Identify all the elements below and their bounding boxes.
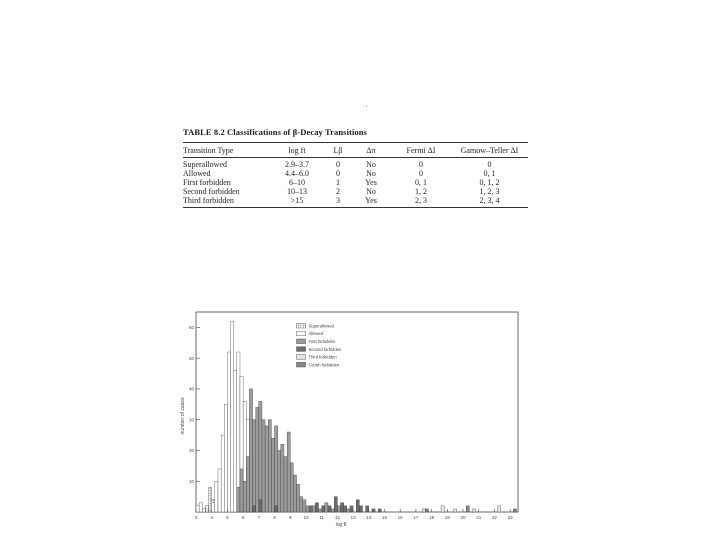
log-ft-histogram [178,308,522,530]
legend-label: Third forbidden [308,354,337,360]
x-tick-label: 5 [226,515,229,520]
histogram-bar [259,401,262,512]
histogram-bar [344,506,347,512]
histogram-bar [227,352,230,512]
table-cell: 0 [336,160,340,169]
histogram-bar [231,321,234,512]
histogram-bar [209,487,212,512]
x-tick-label: 4 [210,515,213,520]
header-cell: Δπ [366,146,376,155]
histogram-bar [334,497,337,512]
histogram-bar [297,484,300,512]
histogram-bar [366,506,369,512]
legend-swatch [297,347,306,352]
table-cell: No [366,187,376,196]
legend-label: Superallowed [308,323,334,329]
classification-table [183,127,528,208]
x-tick-label: 22 [491,515,497,520]
y-tick-label: 30 [188,417,194,423]
y-tick-label: 40 [188,386,194,392]
histogram-bar [221,435,224,512]
histogram-bar [281,444,284,512]
y-tick-label: 60 [188,324,194,330]
table-cell: 3 [336,196,340,205]
table-cell: 10–13 [287,187,307,196]
y-tick-label: 50 [188,355,194,361]
histogram-bar [253,506,256,512]
x-tick-label: 23 [507,515,513,520]
table-row [183,196,528,205]
histogram-bar [325,503,328,512]
histogram-bar [359,506,362,512]
histogram-bar [422,509,425,512]
header-cell: Fermi ΔI [406,146,436,155]
histogram-bar [246,457,249,512]
legend-label: Fourth forbidden [308,362,340,368]
x-tick-label: 3 [194,515,198,520]
x-tick-label: 8 [273,515,276,520]
histogram-bar [284,457,287,512]
table-cell: Superallowed [183,160,227,169]
histogram-bar [454,509,457,512]
table-cell: 4.4–6.0 [285,169,309,178]
table-cell: Allowed [183,169,211,178]
histogram-bar [278,450,281,512]
histogram-bar [293,475,296,512]
histogram-bar [322,506,325,512]
x-axis-label: log ft [335,522,347,528]
histogram-bar [259,500,262,512]
histogram-bar [205,506,208,512]
histogram-bar [196,506,199,512]
table-cell: >15 [290,196,304,205]
table-cell: 0, 1 [483,169,496,178]
histogram-bar [350,506,353,512]
histogram-bar [315,503,318,512]
histogram-bar [256,407,259,512]
table-header-row [183,143,528,158]
histogram-bar [347,509,350,512]
histogram-bar [237,487,240,512]
histogram-bar [199,503,202,512]
histogram-bar [275,426,278,512]
table-cell: Second forbidden [183,187,240,196]
histogram-bar [425,509,428,512]
histogram-bar [253,420,256,512]
histogram-bar [378,509,381,512]
histogram-bar [498,506,501,512]
legend-swatch [297,362,306,367]
legend-label: Allowed [308,331,324,337]
x-tick-label: 9 [288,515,292,520]
histogram-bar [356,500,359,512]
table-cell: 0, 1, 2 [479,178,500,187]
histogram-bar [212,503,215,512]
table-cell: 2, 3 [415,196,427,205]
x-tick-label: 11 [319,515,324,520]
x-tick-label: 15 [381,515,387,520]
legend-swatch [297,331,306,336]
x-tick-label: 20 [460,515,466,520]
histogram-bar [306,506,309,512]
histogram-bar [466,506,469,512]
histogram-bar [268,420,271,512]
x-tick-label: 13 [350,515,356,520]
table-row [183,169,528,178]
histogram-bar [202,509,205,512]
header-cell: Lβ [333,146,343,155]
x-tick-label: 19 [444,515,450,520]
legend-swatch [297,323,306,328]
table-row [183,160,528,169]
histogram-bar [262,420,265,512]
x-tick-label: 6 [241,515,245,520]
x-tick-label: 16 [397,515,403,520]
histogram-bar [312,506,315,512]
table-cell: First forbidden [183,178,231,187]
histogram-bar [303,500,306,512]
x-tick-label: 7 [257,515,261,520]
histogram-bar [328,506,331,512]
table-cell: 0 [336,169,340,178]
header-cell: Gamow–Teller ΔI [460,146,519,155]
table-row [183,178,528,187]
table-cell: 0 [487,160,492,169]
legend-swatch [297,355,306,360]
histogram-bar [215,481,218,512]
table-cell: Yes [365,196,377,205]
table-row [183,187,528,196]
histogram-bar [319,509,322,512]
table-title: TABLE 8.2 Classifications of β-Decay Transitions [183,127,368,137]
histogram-bar [275,506,278,512]
histogram-bar [265,426,268,512]
table-cell: 2.9–3.7 [285,160,309,169]
x-tick-label: 10 [303,515,309,520]
table-cell: Yes [365,178,377,187]
histogram-bar [513,509,516,512]
table-cell: 6–10 [289,178,305,187]
table-cell: 0 [419,160,423,169]
histogram-bar [341,503,344,512]
header-cell: log ft [288,146,306,155]
histogram-bar [337,506,340,512]
histogram-bar [441,506,444,512]
y-tick-label: 20 [188,448,194,454]
histogram-bar [224,404,227,512]
table-cell: Third forbidden [183,196,234,205]
x-tick-label: 12 [334,515,340,520]
table-cell: 0, 1 [415,178,427,187]
legend-label: First forbidden [308,338,336,344]
y-tick-label: 10 [188,478,194,484]
legend-swatch [297,339,306,344]
y-axis-label: number of cases [180,397,186,435]
table-cell: 2, 3, 4 [479,196,500,205]
legend-label: Second forbidden [308,346,342,352]
histogram-bar [331,509,334,512]
table-body [183,158,528,207]
table-cell: 1, 2, 3 [479,187,500,196]
histogram-bar [472,509,475,512]
header-cell: Transition Type [183,146,234,155]
table-cell: 2 [336,187,340,196]
histogram-bar [372,509,375,512]
histogram-bar [309,506,312,512]
x-tick-label: 21 [476,515,482,520]
table-cell: 0 [419,169,423,178]
histogram-bar [234,370,237,512]
x-tick-label: 17 [413,515,419,520]
table-cell: 1 [336,178,340,187]
x-tick-label: 14 [366,515,372,520]
table-cell: 1, 2 [415,187,427,196]
histogram-bar [249,389,252,512]
histogram-bar [240,469,243,512]
histogram-bar [218,469,221,512]
stray-mark [366,106,367,107]
table-cell: No [366,169,376,178]
histogram-bar [271,438,274,512]
histogram-bar [290,463,293,512]
table-cell: No [366,160,376,169]
histogram-bar [243,481,246,512]
histogram-bar [287,432,290,512]
histogram-bar [300,497,303,512]
x-tick-label: 18 [429,515,435,520]
